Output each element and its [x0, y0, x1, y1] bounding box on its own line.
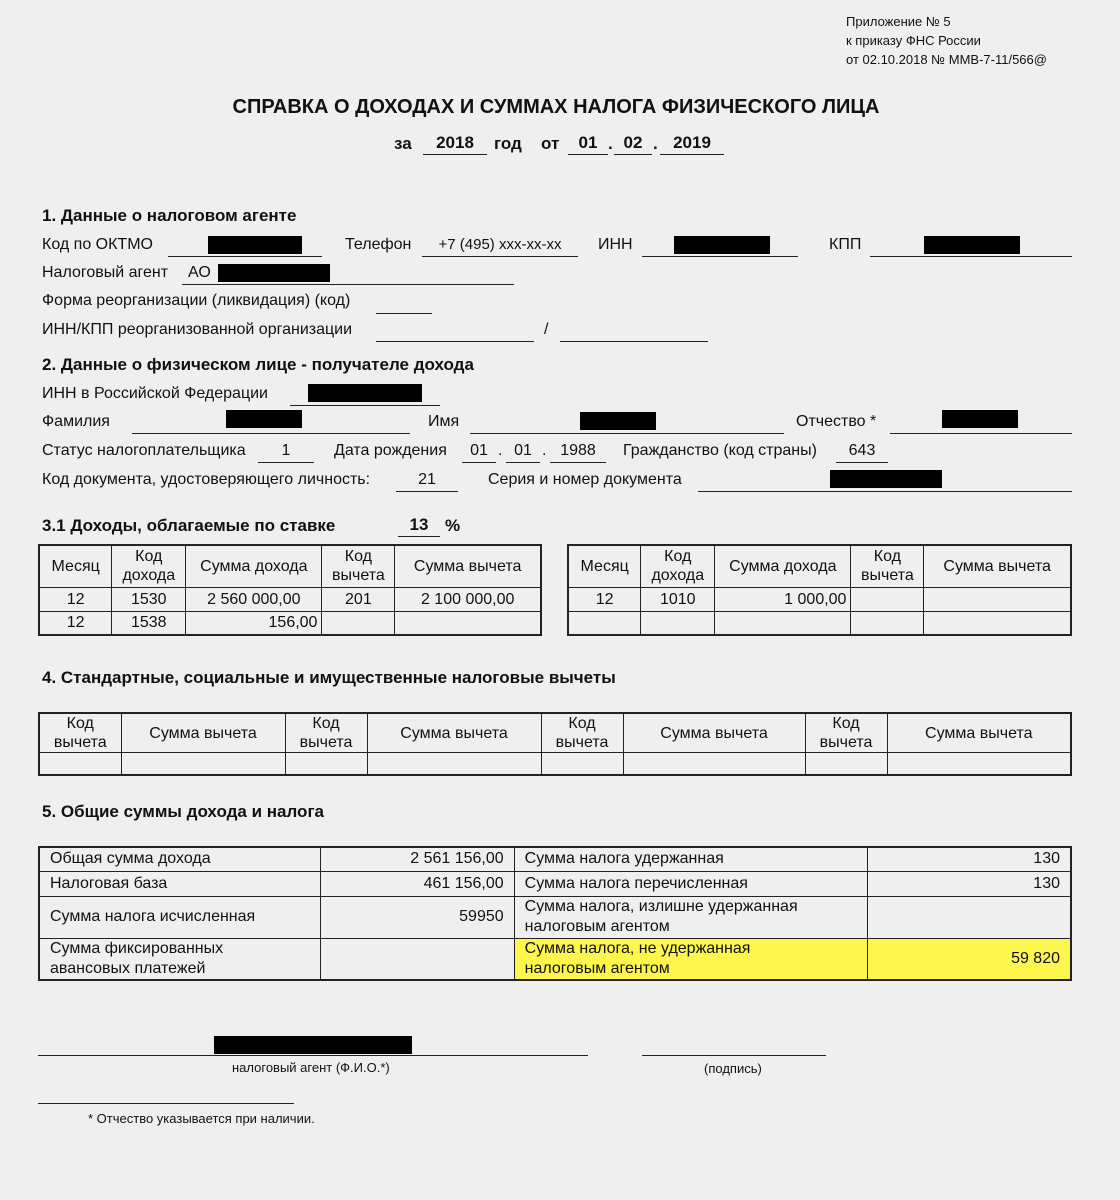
totals-table [38, 846, 1072, 981]
appendix-block [846, 12, 1047, 69]
header-income-amount: Сумма дохода [186, 545, 322, 587]
status-label: Статус налогоплательщика [42, 442, 246, 459]
agent-label: Налоговый агент [42, 264, 169, 281]
status-value: 1 [258, 440, 314, 463]
fixed-advance-value [321, 938, 515, 980]
header-deduction-code: Код вычета [285, 713, 367, 753]
cell-month: 12 [39, 611, 112, 635]
cell-deduction-amount [924, 611, 1071, 635]
signature-caption: (подпись) [704, 1061, 762, 1076]
table-row [568, 587, 1071, 611]
header-month: Месяц [39, 545, 112, 587]
fixed-advance-label: Сумма фиксированных авансовых платежей [39, 938, 321, 980]
agent-fio-line [38, 1055, 588, 1056]
cell-income-amount: 156,00 [186, 611, 322, 635]
date-year: 2019 [660, 132, 724, 155]
cell-deduction-amount [395, 611, 541, 635]
table-row [568, 611, 1071, 635]
cell-empty [805, 753, 887, 775]
footnote: * Отчество указывается при наличии. [88, 1111, 315, 1126]
header-deduction-amount: Сумма вычета [395, 545, 541, 587]
redaction-doc-series [830, 470, 942, 488]
cell-deduction-code [851, 587, 924, 611]
inn-label: ИНН [598, 236, 633, 253]
page-title: СПРАВКА О ДОХОДАХ И СУММАХ НАЛОГА ФИЗИЧЕСКОГО ЛИЦА [232, 96, 880, 118]
report-year: 2018 [423, 132, 487, 155]
withheld-value: 130 [867, 847, 1071, 871]
table-row [39, 896, 1071, 938]
agent-line [182, 284, 514, 285]
income-table-left [38, 544, 542, 636]
not-withheld-value: 59 820 [867, 938, 1071, 980]
inn-rf-line [290, 405, 440, 406]
income-table-right-header [568, 545, 1071, 587]
cell-empty [121, 753, 285, 775]
appendix-line-2: к приказу ФНС России [846, 33, 981, 48]
reorg-slash: / [544, 321, 549, 338]
header-deduction-code: Код вычета [851, 545, 924, 587]
phone-label: Телефон [345, 236, 412, 253]
cell-deduction-amount: 2 100 000,00 [395, 587, 541, 611]
table-row [39, 847, 1071, 871]
phone-value: +7 (495) ххх-хх-хх [422, 234, 578, 257]
header-deduction-amount: Сумма вычета [367, 713, 541, 753]
cell-empty [367, 753, 541, 775]
section1-heading: 1. Данные о налоговом агенте [42, 206, 297, 225]
inn-line [642, 256, 798, 257]
table-row [39, 587, 541, 611]
redaction-agent [218, 264, 330, 282]
cell-income-amount [715, 611, 851, 635]
cell-empty [541, 753, 623, 775]
redaction-surname [226, 410, 302, 428]
appendix-line-1: Приложение № 5 [846, 14, 951, 29]
header-deduction-code: Код вычета [541, 713, 623, 753]
birth-month: 01 [506, 440, 540, 463]
total-income-label: Общая сумма дохода [39, 847, 321, 871]
transferred-label: Сумма налога перечисленная [514, 871, 867, 896]
deductions-table-header [39, 713, 1071, 753]
rate-value: 13 [398, 514, 440, 537]
date-dot-2: . [653, 134, 658, 153]
cell-deduction-code: 201 [322, 587, 395, 611]
reorg-label: Форма реорганизации (ликвидация) (код) [42, 292, 351, 309]
header-month: Месяц [568, 545, 641, 587]
footnote-line [38, 1103, 294, 1104]
patronymic-line [890, 433, 1072, 434]
surname-line [132, 433, 410, 434]
total-income-value: 2 561 156,00 [321, 847, 515, 871]
birth-label: Дата рождения [334, 442, 447, 459]
header-deduction-amount: Сумма вычета [924, 545, 1071, 587]
table-row [39, 938, 1071, 980]
oktmo-line [168, 256, 322, 257]
doc-code-value: 21 [396, 469, 458, 492]
reorg-inn-label: ИНН/КПП реорганизованной организации [42, 321, 353, 338]
birth-year: 1988 [550, 440, 606, 463]
cell-income-code [641, 611, 715, 635]
birth-dot-1: . [498, 442, 503, 459]
tax-calc-value: 59950 [321, 896, 515, 938]
deductions-table [38, 712, 1072, 776]
redaction-agent-fio [214, 1036, 412, 1054]
cell-empty [285, 753, 367, 775]
header-income-code: Код дохода [641, 545, 715, 587]
transferred-value: 130 [867, 871, 1071, 896]
date-day: 01 [568, 132, 608, 155]
section3-heading: 3.1 Доходы, облагаемые по ставке [42, 516, 336, 535]
redaction-patronymic [942, 410, 1018, 428]
redaction-inn [674, 236, 770, 254]
cell-deduction-code [322, 611, 395, 635]
redaction-name [580, 412, 656, 430]
oktmo-label: Код по ОКТМО [42, 236, 153, 253]
section4-heading: 4. Стандартные, социальные и имущественные налоговые вычеты [42, 668, 616, 687]
kpp-label: КПП [829, 236, 862, 253]
appendix-line-3: от 02.10.2018 № ММВ-7-11/566@ [846, 52, 1047, 67]
cell-month: 12 [568, 587, 641, 611]
not-withheld-label: Сумма налога, не удержанная налоговым агентом [514, 938, 867, 980]
tax-calc-label: Сумма налога исчисленная [39, 896, 321, 938]
cell-income-amount: 1 000,00 [715, 587, 851, 611]
cell-income-code: 1538 [112, 611, 186, 635]
cell-empty [887, 753, 1071, 775]
tax-base-label: Налоговая база [39, 871, 321, 896]
name-label: Имя [428, 413, 460, 430]
doc-series-line [698, 491, 1072, 492]
cell-month: 12 [39, 587, 112, 611]
doc-code-label: Код документа, удостоверяющего личность: [42, 471, 371, 488]
birth-dot-2: . [542, 442, 547, 459]
header-deduction-code: Код вычета [805, 713, 887, 753]
header-income-amount: Сумма дохода [715, 545, 851, 587]
name-line [470, 433, 784, 434]
header-deduction-amount: Сумма вычета [887, 713, 1071, 753]
date-za: за [394, 134, 412, 153]
reorg-kpp-line [560, 341, 708, 342]
citizenship-value: 643 [836, 440, 888, 463]
header-deduction-code: Код вычета [39, 713, 121, 753]
surname-label: Фамилия [42, 413, 110, 430]
birth-day: 01 [462, 440, 496, 463]
cell-income-code: 1530 [112, 587, 186, 611]
cell-empty [623, 753, 805, 775]
date-dot-1: . [608, 134, 613, 153]
date-god: год [494, 134, 522, 153]
redaction-kpp [924, 236, 1020, 254]
agent-value: АО [188, 264, 211, 281]
agent-fio-caption: налоговый агент (Ф.И.О.*) [232, 1060, 390, 1075]
table-row [39, 753, 1071, 775]
section2-heading: 2. Данные о физическом лице - получателе дохода [42, 355, 474, 374]
header-income-code: Код дохода [112, 545, 186, 587]
header-deduction-amount: Сумма вычета [623, 713, 805, 753]
patronymic-label: Отчество * [796, 413, 877, 430]
cell-deduction-amount [924, 587, 1071, 611]
reorg-line [376, 313, 432, 314]
header-deduction-code: Код вычета [322, 545, 395, 587]
kpp-line [870, 256, 1072, 257]
income-table-left-header [39, 545, 541, 587]
reorg-inn-line [376, 341, 534, 342]
table-row [39, 871, 1071, 896]
doc-series-label: Серия и номер документа [488, 471, 682, 488]
over-withheld-value [867, 896, 1071, 938]
redaction-oktmo [208, 236, 302, 254]
table-row [39, 611, 541, 635]
income-table-right [567, 544, 1072, 636]
rate-percent: % [445, 516, 461, 535]
inn-rf-label: ИНН в Российской Федерации [42, 385, 268, 402]
section5-heading: 5. Общие суммы дохода и налога [42, 802, 324, 821]
date-ot: от [541, 134, 560, 153]
date-month: 02 [614, 132, 652, 155]
tax-base-value: 461 156,00 [321, 871, 515, 896]
cell-empty [39, 753, 121, 775]
citizenship-label: Гражданство (код страны) [623, 442, 817, 459]
redaction-inn-rf [308, 384, 422, 402]
cell-income-code: 1010 [641, 587, 715, 611]
over-withheld-label: Сумма налога, излишне удержанная налоговым агентом [514, 896, 867, 938]
cell-income-amount: 2 560 000,00 [186, 587, 322, 611]
cell-deduction-code [851, 611, 924, 635]
header-deduction-amount: Сумма вычета [121, 713, 285, 753]
withheld-label: Сумма налога удержанная [514, 847, 867, 871]
signature-line [642, 1055, 826, 1056]
cell-month [568, 611, 641, 635]
